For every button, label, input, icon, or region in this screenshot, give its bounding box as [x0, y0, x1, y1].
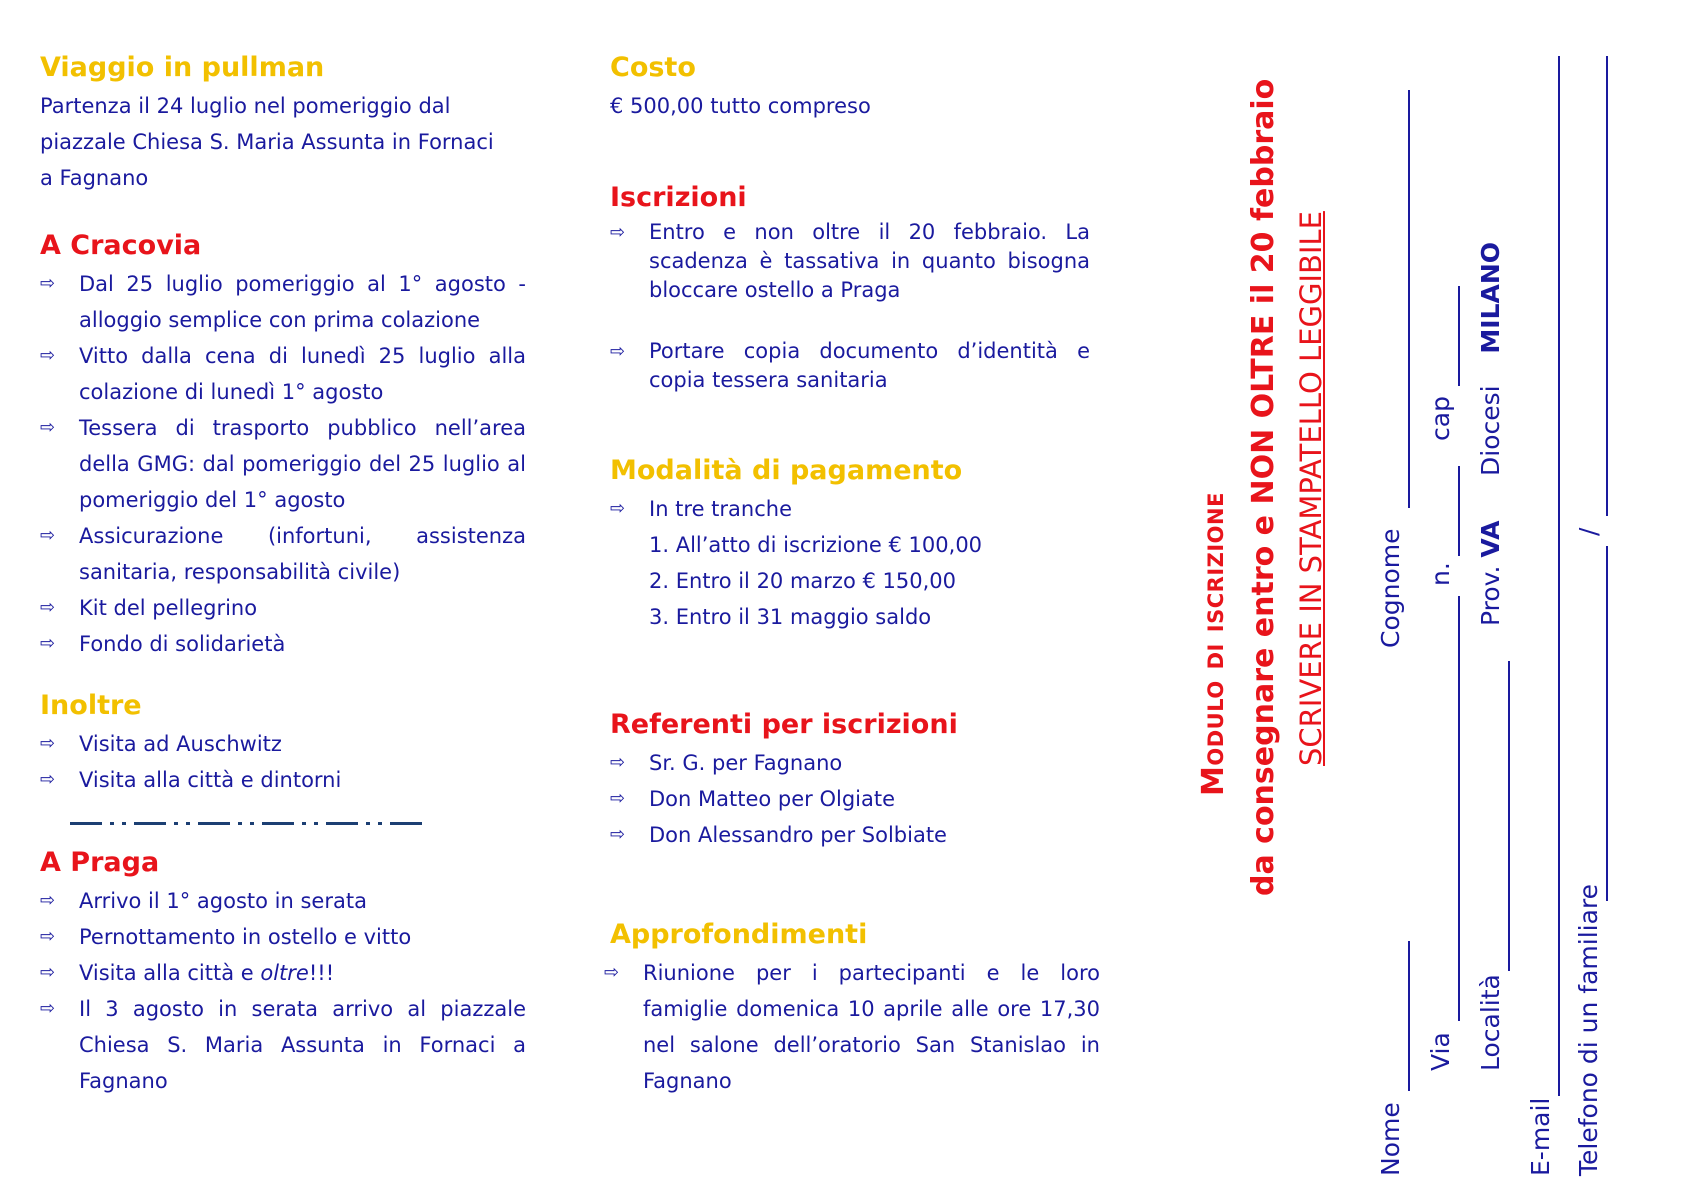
pagamento-heading: Modalità di pagamento [610, 455, 963, 486]
arrow-right-icon: ⇨ [40, 998, 56, 1019]
prov-value: VA [1476, 520, 1505, 558]
list-item: ⇨ Il 3 agosto in serata arrivo al piazzale Chiesa S. Maria Assunta in Fornaci a Fagnano [40, 991, 526, 1099]
registration-form-panel [1176, 16, 1616, 1176]
cap-field[interactable] [1458, 286, 1460, 386]
n-field[interactable] [1458, 466, 1460, 556]
list-item: ⇨ Tessera di trasporto pubblico nell’area della GMG: dal pomeriggio del 25 luglio al pomeriggio del 1° agosto [40, 410, 526, 518]
arrow-right-icon: ⇨ [40, 769, 56, 790]
list-item: ⇨ Kit del pellegrino [40, 590, 526, 626]
list-item: ⇨ Assicurazione (infortuni, assistenza sanitaria, responsabilità civile) [40, 518, 526, 590]
list-item: ⇨ Dal 25 luglio pomeriggio al 1° agosto - alloggio semplice con prima colazione [40, 266, 526, 338]
telefono-prefix-field[interactable] [1606, 546, 1608, 901]
cracovia-list [40, 266, 526, 662]
form-deadline: da consegnare entro e NON OLTRE il 20 febbraio [1246, 78, 1281, 896]
list-item: ⇨ In tre tranche [610, 491, 1100, 527]
pagamento-list [610, 491, 1100, 527]
dash-dot-separator [70, 822, 526, 825]
via-field[interactable] [1458, 596, 1460, 1021]
arrow-right-icon: ⇨ [604, 962, 620, 983]
n-label: n. [1426, 562, 1455, 586]
list-item: ⇨ Sr. G. per Fagnano [610, 745, 1100, 781]
localita-label: Località [1476, 974, 1505, 1071]
cognome-field[interactable] [1408, 90, 1410, 508]
list-item: 1. All’atto di iscrizione € 100,00 [649, 533, 983, 557]
arrow-right-icon: ⇨ [40, 525, 56, 546]
list-item: ⇨ Riunione per i partecipanti e le loro famiglie domenica 10 aprile alle ore 17,30 nel salone dell’oratorio San Stanislao in Fagnano [604, 955, 1100, 1099]
costo-text: € 500,00 tutto compreso [610, 94, 871, 118]
nome-label: Nome [1376, 1102, 1405, 1176]
cap-label: cap [1426, 396, 1455, 441]
viaggio-text: Partenza il 24 luglio nel pomeriggio dal piazzale Chiesa S. Maria Assunta in Fornaci a Fagnano [40, 94, 494, 190]
list-item: ⇨ Pernottamento in ostello e vitto [40, 919, 526, 955]
diocesi-value: MILANO [1476, 241, 1505, 354]
list-item: ⇨ Don Matteo per Olgiate [610, 781, 1100, 817]
viaggio-heading: Viaggio in pullman [40, 52, 325, 83]
arrow-right-icon: ⇨ [610, 788, 626, 809]
praga-heading: A Praga [40, 847, 160, 878]
referenti-heading: Referenti per iscrizioni [610, 709, 958, 740]
list-item: ⇨ Vitto dalla cena di lunedì 25 luglio alla colazione di lunedì 1° agosto [40, 338, 526, 410]
nome-field[interactable] [1408, 941, 1410, 1091]
iscrizioni-heading: Iscrizioni [610, 182, 747, 213]
arrow-right-icon: ⇨ [40, 633, 56, 654]
inoltre-heading: Inoltre [40, 690, 142, 721]
slash-separator: / [1574, 527, 1603, 536]
list-item: ⇨ Don Alessandro per Solbiate [610, 817, 1100, 853]
cognome-label: Cognome [1376, 528, 1405, 648]
arrow-right-icon: ⇨ [610, 341, 626, 362]
list-item: ⇨ Visita alla città e oltre!!! [40, 955, 526, 991]
middle-column [604, 48, 1100, 1099]
praga-list [40, 883, 526, 1099]
arrow-right-icon: ⇨ [40, 417, 56, 438]
arrow-right-icon: ⇨ [40, 345, 56, 366]
costo-heading: Costo [610, 52, 696, 83]
inoltre-list [40, 726, 526, 798]
arrow-right-icon: ⇨ [40, 926, 56, 947]
email-field[interactable] [1558, 56, 1560, 1096]
diocesi-label: Diocesi MILANO [1476, 241, 1505, 476]
via-label: Via [1426, 1032, 1455, 1071]
list-item: ⇨ Arrivo il 1° agosto in serata [40, 883, 526, 919]
list-item: ⇨ Fondo di solidarietà [40, 626, 526, 662]
arrow-right-icon: ⇨ [610, 824, 626, 845]
arrow-right-icon: ⇨ [40, 733, 56, 754]
arrow-right-icon: ⇨ [40, 273, 56, 294]
cracovia-heading: A Cracovia [40, 230, 202, 261]
arrow-right-icon: ⇨ [610, 752, 626, 773]
list-item: ⇨ Portare copia documento d’identità e copia tessera sanitaria [610, 339, 1090, 392]
list-item: ⇨ Visita ad Auschwitz [40, 726, 526, 762]
referenti-list [610, 745, 1100, 853]
list-item: ⇨ Entro e non oltre il 20 febbraio. La scadenza è tassativa in quanto bisogna bloccare ostello a Praga [610, 220, 1090, 302]
pagamento-steps [610, 527, 1100, 635]
form-title: Modulo di iscrizione [1196, 492, 1231, 796]
telefono-label: Telefono di un familiare [1574, 883, 1603, 1176]
list-item: ⇨ Visita alla città e dintorni [40, 762, 526, 798]
list-item: 2. Entro il 20 marzo € 150,00 [649, 569, 956, 593]
localita-field[interactable] [1508, 661, 1510, 971]
list-item: 3. Entro il 31 maggio saldo [649, 605, 932, 629]
approfondimenti-list [604, 955, 1100, 1099]
iscrizioni-list [610, 218, 1090, 395]
email-label: E-mail [1526, 1097, 1555, 1176]
left-column [40, 48, 526, 1099]
arrow-right-icon: ⇨ [40, 597, 56, 618]
arrow-right-icon: ⇨ [40, 890, 56, 911]
approfondimenti-heading: Approfondimenti [610, 919, 868, 950]
arrow-right-icon: ⇨ [610, 498, 626, 519]
arrow-right-icon: ⇨ [40, 962, 56, 983]
arrow-right-icon: ⇨ [610, 222, 626, 243]
telefono-number-field[interactable] [1606, 56, 1608, 516]
form-instruction: SCRIVERE IN STAMPATELLO LEGGIBILE [1294, 211, 1328, 766]
prov-label: Prov. VA [1476, 520, 1505, 626]
